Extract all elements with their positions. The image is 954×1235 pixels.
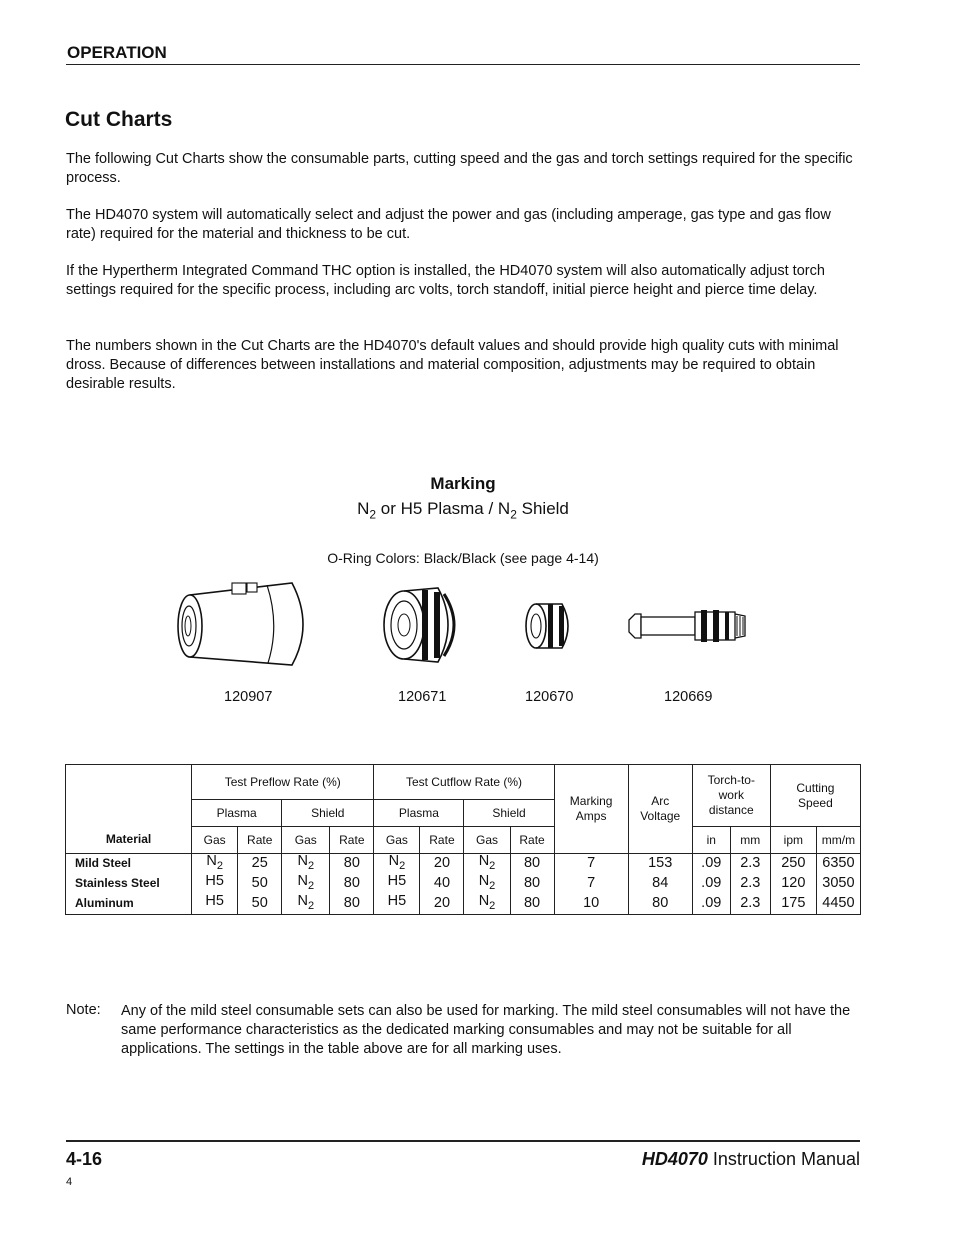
cell-speed-ipm: 120: [770, 874, 816, 894]
cell-distance-in: .09: [692, 854, 730, 874]
header-rule: [66, 64, 860, 65]
cell-preflow-plasma-gas: H5: [192, 894, 238, 914]
cell-preflow-plasma-gas: $N_2$: [192, 854, 238, 874]
header-marking-amps: Marking Amps: [554, 765, 628, 854]
footer-rule: [66, 1140, 860, 1142]
cell-preflow-shield-gas: $N_2$: [282, 894, 330, 914]
header-rate: Rate: [238, 827, 282, 854]
section-header: OPERATION: [67, 43, 167, 62]
header-gas: Gas: [282, 827, 330, 854]
part-number-nozzle: 120670: [525, 689, 574, 705]
cell-distance-in: .09: [692, 874, 730, 894]
cell-marking-amps: 10: [554, 894, 628, 914]
header-preflow: Test Preflow Rate (%): [192, 765, 374, 800]
header-preflow-plasma: Plasma: [192, 800, 282, 827]
cell-preflow-plasma-rate: 50: [238, 894, 282, 914]
cell-cutflow-plasma-rate: 20: [420, 894, 464, 914]
paragraph-auto-adjust: The HD4070 system will automatically select and adjust the power and gas (including amperage, gas type and gas flow rate) required for the material and thickness to be cut.: [66, 207, 831, 242]
note-label: Note:: [66, 1002, 101, 1018]
cell-marking-amps: 7: [554, 874, 628, 894]
marking-title: Marking: [430, 474, 496, 493]
header-torch-distance: Torch-to-work distance: [692, 765, 770, 827]
manual-title: HD4070 Instruction Manual: [641, 1149, 860, 1169]
table-body: [66, 854, 861, 915]
page-title: Cut Charts: [65, 108, 173, 131]
cell-cutflow-plasma-rate: 20: [420, 854, 464, 874]
cell-distance-mm: 2.3: [730, 894, 770, 914]
cell-preflow-plasma-rate: 50: [238, 874, 282, 894]
table-row: [66, 874, 861, 894]
cell-speed-ipm: 250: [770, 854, 816, 874]
cell-material: Mild Steel: [66, 854, 192, 874]
cell-arc-voltage: 84: [628, 874, 692, 894]
cell-cutflow-plasma-gas: H5: [374, 874, 420, 894]
header-cutflow-plasma: Plasma: [374, 800, 464, 827]
part-number-electrode: 120669: [664, 689, 713, 705]
shield-cap-illustration: [172, 575, 317, 675]
header-cutting-speed: Cutting Speed: [770, 765, 860, 827]
cell-preflow-shield-gas: $N_2$: [282, 874, 330, 894]
cell-cutflow-shield-rate: 80: [510, 874, 554, 894]
header-material: Material: [66, 765, 192, 854]
cell-arc-voltage: 80: [628, 894, 692, 914]
table-row: [66, 894, 861, 914]
cell-cutflow-shield-rate: 80: [510, 894, 554, 914]
cell-cutflow-plasma-gas: $N_2$: [374, 854, 420, 874]
part-number-retaining-cap: 120671: [398, 689, 447, 705]
nozzle-illustration: [522, 598, 578, 654]
cell-cutflow-plasma-rate: 40: [420, 874, 464, 894]
header-ipm: ipm: [770, 827, 816, 854]
paragraph-intro: The following Cut Charts show the consumable parts, cutting speed and the gas and torch settings required for the specific process.: [66, 151, 853, 186]
header-rate: Rate: [510, 827, 554, 854]
header-in: in: [692, 827, 730, 854]
cell-distance-in: .09: [692, 894, 730, 914]
cell-arc-voltage: 153: [628, 854, 692, 874]
page-number: 4-16: [66, 1149, 103, 1169]
paragraph-thc: If the Hypertherm Integrated Command THC option is installed, the HD4070 system will also automatically adjust torch settings required for the specific process, including arc volts, torch standoff, initial pierce height and pierce time delay.: [66, 263, 825, 298]
cell-preflow-shield-rate: 80: [330, 894, 374, 914]
header-arc-voltage: Arc Voltage: [628, 765, 692, 854]
header-rate: Rate: [330, 827, 374, 854]
cell-marking-amps: 7: [554, 854, 628, 874]
cut-chart-table: [65, 764, 861, 915]
cell-preflow-shield-rate: 80: [330, 874, 374, 894]
cell-speed-mm-per-min: 3050: [816, 874, 860, 894]
cell-preflow-shield-gas: $N_2$: [282, 854, 330, 874]
cell-material: Stainless Steel: [66, 874, 192, 894]
header-rate: Rate: [420, 827, 464, 854]
cell-material: Aluminum: [66, 894, 192, 914]
cell-cutflow-shield-rate: 80: [510, 854, 554, 874]
note-text: Any of the mild steel consumable sets can also be used for marking. The mild steel consumables will not have the same performance characteristics as the dedicated marking consumables and may not be suitable for all applications. The settings in the table above are for all marking uses.: [121, 1003, 851, 1057]
header-gas: Gas: [464, 827, 510, 854]
part-number-shield: 120907: [224, 689, 273, 705]
cell-speed-ipm: 175: [770, 894, 816, 914]
header-gas: Gas: [374, 827, 420, 854]
cell-speed-mm-per-min: 4450: [816, 894, 860, 914]
header-mm-per-min: mm/m: [816, 827, 860, 854]
cell-cutflow-shield-gas: $N_2$: [464, 854, 510, 874]
cell-cutflow-plasma-gas: H5: [374, 894, 420, 914]
cell-distance-mm: 2.3: [730, 854, 770, 874]
header-preflow-shield: Shield: [282, 800, 374, 827]
electrode-illustration: [625, 606, 750, 646]
cell-distance-mm: 2.3: [730, 874, 770, 894]
nozzle-retaining-illustration: [378, 580, 470, 670]
cell-preflow-shield-rate: 80: [330, 854, 374, 874]
marking-subtitle: $N_2$ or H5 Plasma / $N_2$ Shield: [357, 499, 569, 522]
table-row: [66, 854, 861, 874]
cell-preflow-plasma-rate: 25: [238, 854, 282, 874]
header-mm: mm: [730, 827, 770, 854]
cell-speed-mm-per-min: 6350: [816, 854, 860, 874]
cell-preflow-plasma-gas: H5: [192, 874, 238, 894]
header-cutflow-shield: Shield: [464, 800, 554, 827]
footer-small-number: 4: [66, 1176, 73, 1188]
paragraph-defaults: The numbers shown in the Cut Charts are the HD4070's default values and should provide high quality cuts with minimal dross. Because of differences between installations and material composition, adjustments may be required to obtain desirable results.: [66, 338, 839, 392]
header-cutflow: Test Cutflow Rate (%): [374, 765, 554, 800]
cell-cutflow-shield-gas: $N_2$: [464, 894, 510, 914]
oring-colors: O-Ring Colors: Black/Black (see page 4-14): [327, 550, 599, 566]
header-gas: Gas: [192, 827, 238, 854]
cell-cutflow-shield-gas: $N_2$: [464, 874, 510, 894]
